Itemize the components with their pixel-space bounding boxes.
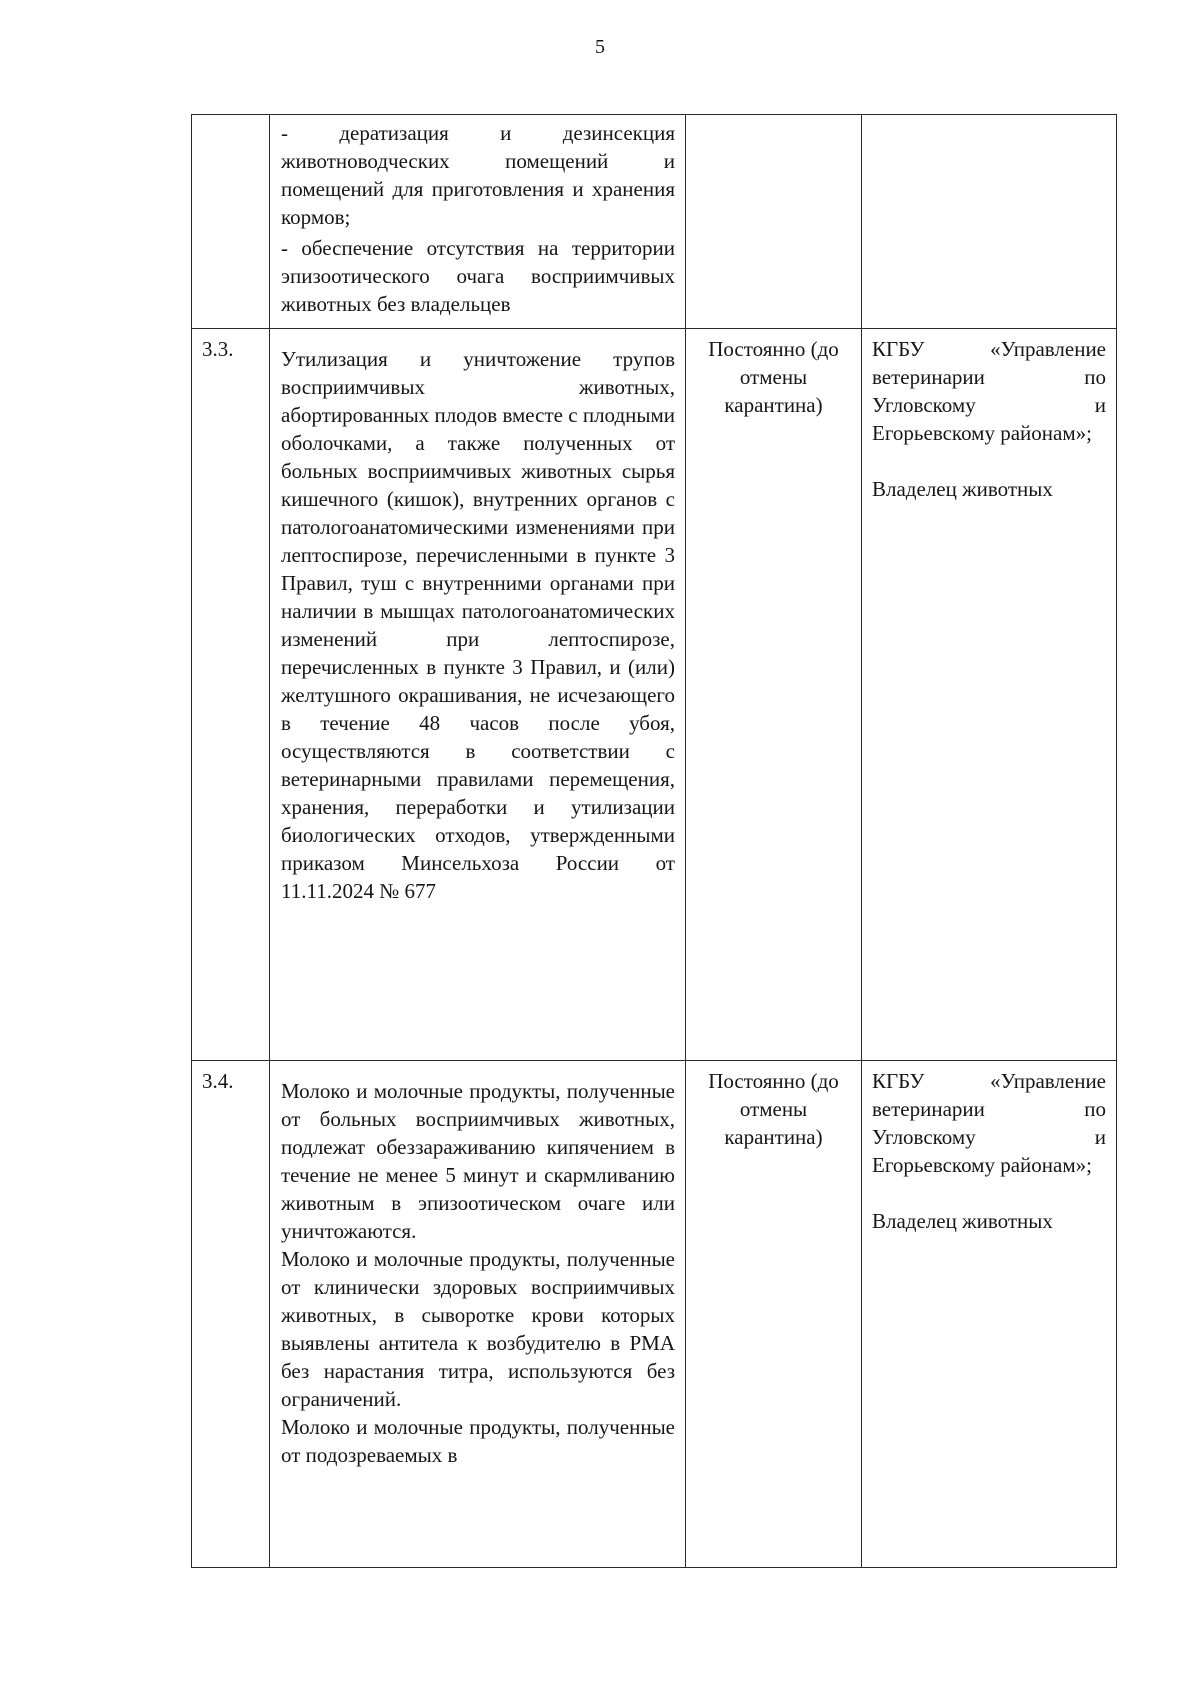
responsible-cell bbox=[862, 329, 1117, 1061]
description-paragraph: Утилизация и уничтожение трупов восприимчивых животных, абортированных плодов вместе с плодными оболочками, а также полученных от больных восприимчивых животных сырья кишечного (кишок), внутренних органов с патологоанатомическими изменениями при лептоспирозе, перечисленными в пункте 3 Правил, туш с внутренними органами при наличии в мышцах патологоанатомических изменений при лептоспирозе, перечисленных в пункте 3 Правил, и (или) желтушного окрашивания, не исчезающего в течение 48 часов после убоя, осуществляются в соответствии с ветеринарными правилами перемещения, хранения, переработки и утилизации биологических отходов, утвержденными приказом Минсельхоза России от 11.11.2024 № 677 bbox=[281, 347, 675, 903]
page-number: 5 bbox=[595, 36, 605, 58]
responsible-organization: КГБУ «Управление ветеринарии по Угловскому и Егорьевскому районам»; bbox=[872, 1069, 1106, 1177]
table-row bbox=[192, 115, 1117, 329]
term-text: Постоянно (до отмены карантина) bbox=[708, 337, 839, 417]
description-paragraph: - обеспечение отсутствия на территории эпизоотического очага восприимчивых животных без владельцев bbox=[281, 236, 675, 316]
responsible-cell bbox=[862, 1061, 1117, 1568]
description-cell bbox=[270, 1061, 686, 1568]
row-number-cell bbox=[192, 329, 270, 1061]
responsible-cell bbox=[862, 115, 1117, 329]
term-text: Постоянно (до отмены карантина) bbox=[708, 1069, 839, 1149]
responsible-organization: КГБУ «Управление ветеринарии по Угловскому и Егорьевскому районам»; bbox=[872, 337, 1106, 445]
row-number-cell bbox=[192, 115, 270, 329]
description-paragraph: Молоко и молочные продукты, полученные от больных восприимчивых животных, подлежат обеззараживанию кипячением в течение не менее 5 минут и скармливанию животным в эпизоотическом очаге или уничтожаются. bbox=[281, 1079, 675, 1243]
row-number-cell bbox=[192, 1061, 270, 1568]
term-text bbox=[686, 115, 861, 121]
row-number bbox=[192, 115, 269, 123]
row-number: 3.3. bbox=[202, 337, 234, 361]
row-number: 3.4. bbox=[202, 1069, 234, 1093]
description-cell bbox=[270, 329, 686, 1061]
term-cell bbox=[686, 115, 862, 329]
table-row bbox=[192, 329, 1117, 1061]
responsible-owner: Владелец животных bbox=[872, 477, 1053, 501]
term-cell bbox=[686, 1061, 862, 1568]
term-cell bbox=[686, 329, 862, 1061]
table-row bbox=[192, 1061, 1117, 1568]
measures-table bbox=[191, 114, 1116, 1567]
responsible-owner: Владелец животных bbox=[872, 1209, 1053, 1233]
description-paragraph: Молоко и молочные продукты, полученные от подозреваемых в bbox=[281, 1415, 675, 1467]
description-paragraph: Молоко и молочные продукты, полученные от клинически здоровых восприимчивых животных, в сыворотке крови которых выявлены антитела к возбудителю в РМА без нарастания титра, используются без ограничений. bbox=[281, 1247, 675, 1411]
description-cell bbox=[270, 115, 686, 329]
description-paragraph: - дератизация и дезинсекция животноводческих помещений и помещений для приготовления и хранения кормов; bbox=[281, 121, 675, 229]
